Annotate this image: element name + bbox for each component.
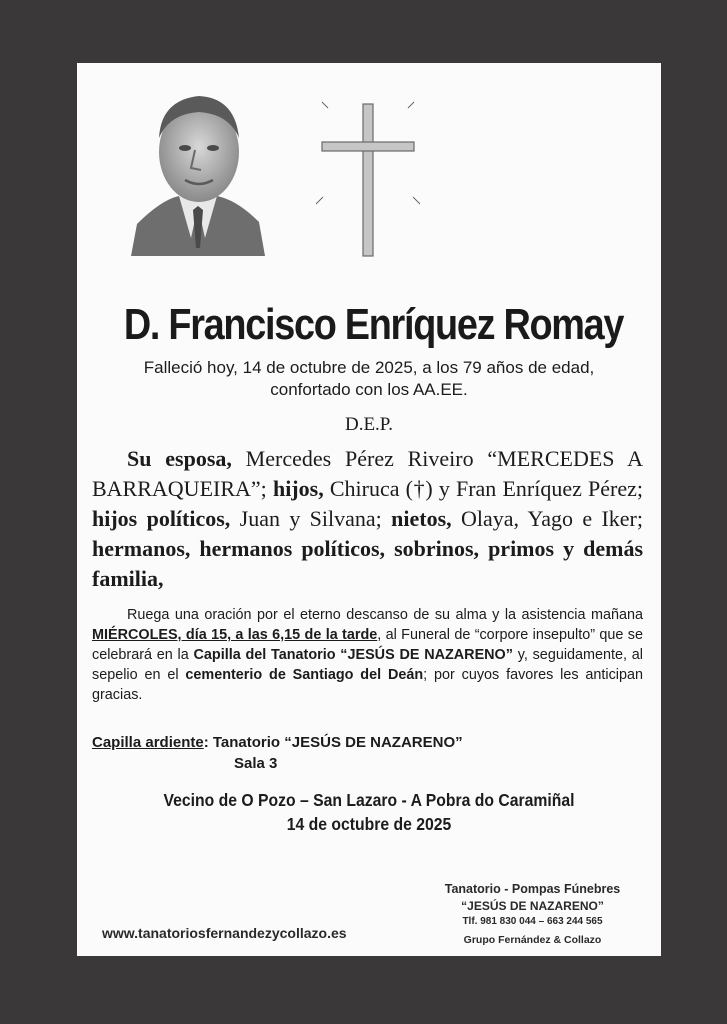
request-text-4: ; por cuyos favores les anticipan gracias. — [92, 667, 643, 703]
deceased-name: D. Francisco Enríquez Romay — [123, 300, 624, 349]
hijos-text: Chiruca (†) y Fran Enríquez Pérez; — [323, 476, 644, 501]
death-line-2: confortado con los AA.EE. — [270, 380, 468, 399]
chapel-room: Sala 3 — [234, 755, 278, 772]
hijos-politicos-text: Juan y Silvana; — [230, 506, 392, 531]
esposa-label: Su esposa, — [127, 446, 232, 471]
funeral-home-line-1: Tanatorio - Pompas Fúnebres — [444, 882, 621, 896]
notice-date: 14 de octubre de 2025 — [286, 814, 452, 834]
esposa-text: Mercedes Pérez Riveiro “MERCEDES A BARRAQUEIRA”; — [92, 446, 644, 501]
chapel-value: : Tanatorio “JESÚS DE NAZARENO” — [203, 734, 463, 751]
chapel-name: Capilla del Tanatorio “JESÚS DE NAZARENO” — [193, 647, 513, 663]
funeral-request-paragraph — [92, 605, 643, 705]
cemetery-name: cementerio de Santiago del Deán — [185, 667, 424, 683]
chapel-label: Capilla ardiente — [92, 734, 204, 751]
death-announcement — [84, 357, 654, 401]
hijos-label: hijos, — [272, 476, 324, 501]
website-link[interactable]: www.tanatoriosfernandezycollazo.es — [102, 925, 347, 941]
family-rest-label: hermanos, hermanos políticos, sobrinos, primos y demás familia, — [92, 536, 643, 591]
funeral-home-phone: Tlf. 981 830 044 – 663 244 565 — [462, 916, 603, 927]
request-text-2: , al Funeral de “corpore insepulto” que se celebrará en la — [92, 627, 643, 663]
death-line-1: Falleció hoy, 14 de octubre de 2025, a los 79 años de edad, — [143, 358, 595, 377]
nietos-label: nietos, — [391, 506, 452, 531]
family-paragraph — [92, 444, 643, 594]
funeral-home-block — [425, 880, 640, 950]
residence-line: Vecino de O Pozo – San Lazaro - A Pobra do Caramiñal — [163, 790, 575, 810]
dep-heading: D.E.P. — [344, 414, 394, 435]
funeral-datetime: MIÉRCOLES, día 15, a las 6,15 de la tarde — [92, 627, 378, 643]
request-text-1: Ruega una oración por el eterno descanso de su alma y la asistencia mañana — [127, 607, 643, 623]
nietos-text: Olaya, Yago e Iker; — [451, 506, 643, 531]
funeral-home-line-2: “JESÚS DE NAZARENO” — [461, 899, 604, 913]
funeral-home-group: Grupo Fernández & Collazo — [463, 934, 602, 946]
cross-icon — [306, 94, 430, 264]
chapel-info — [92, 732, 643, 774]
request-text-3: y, seguidamente, al sepelio en el — [92, 647, 643, 683]
hijos-politicos-label: hijos políticos, — [92, 506, 231, 531]
residence-block — [113, 788, 626, 836]
portrait-photo — [131, 88, 265, 256]
